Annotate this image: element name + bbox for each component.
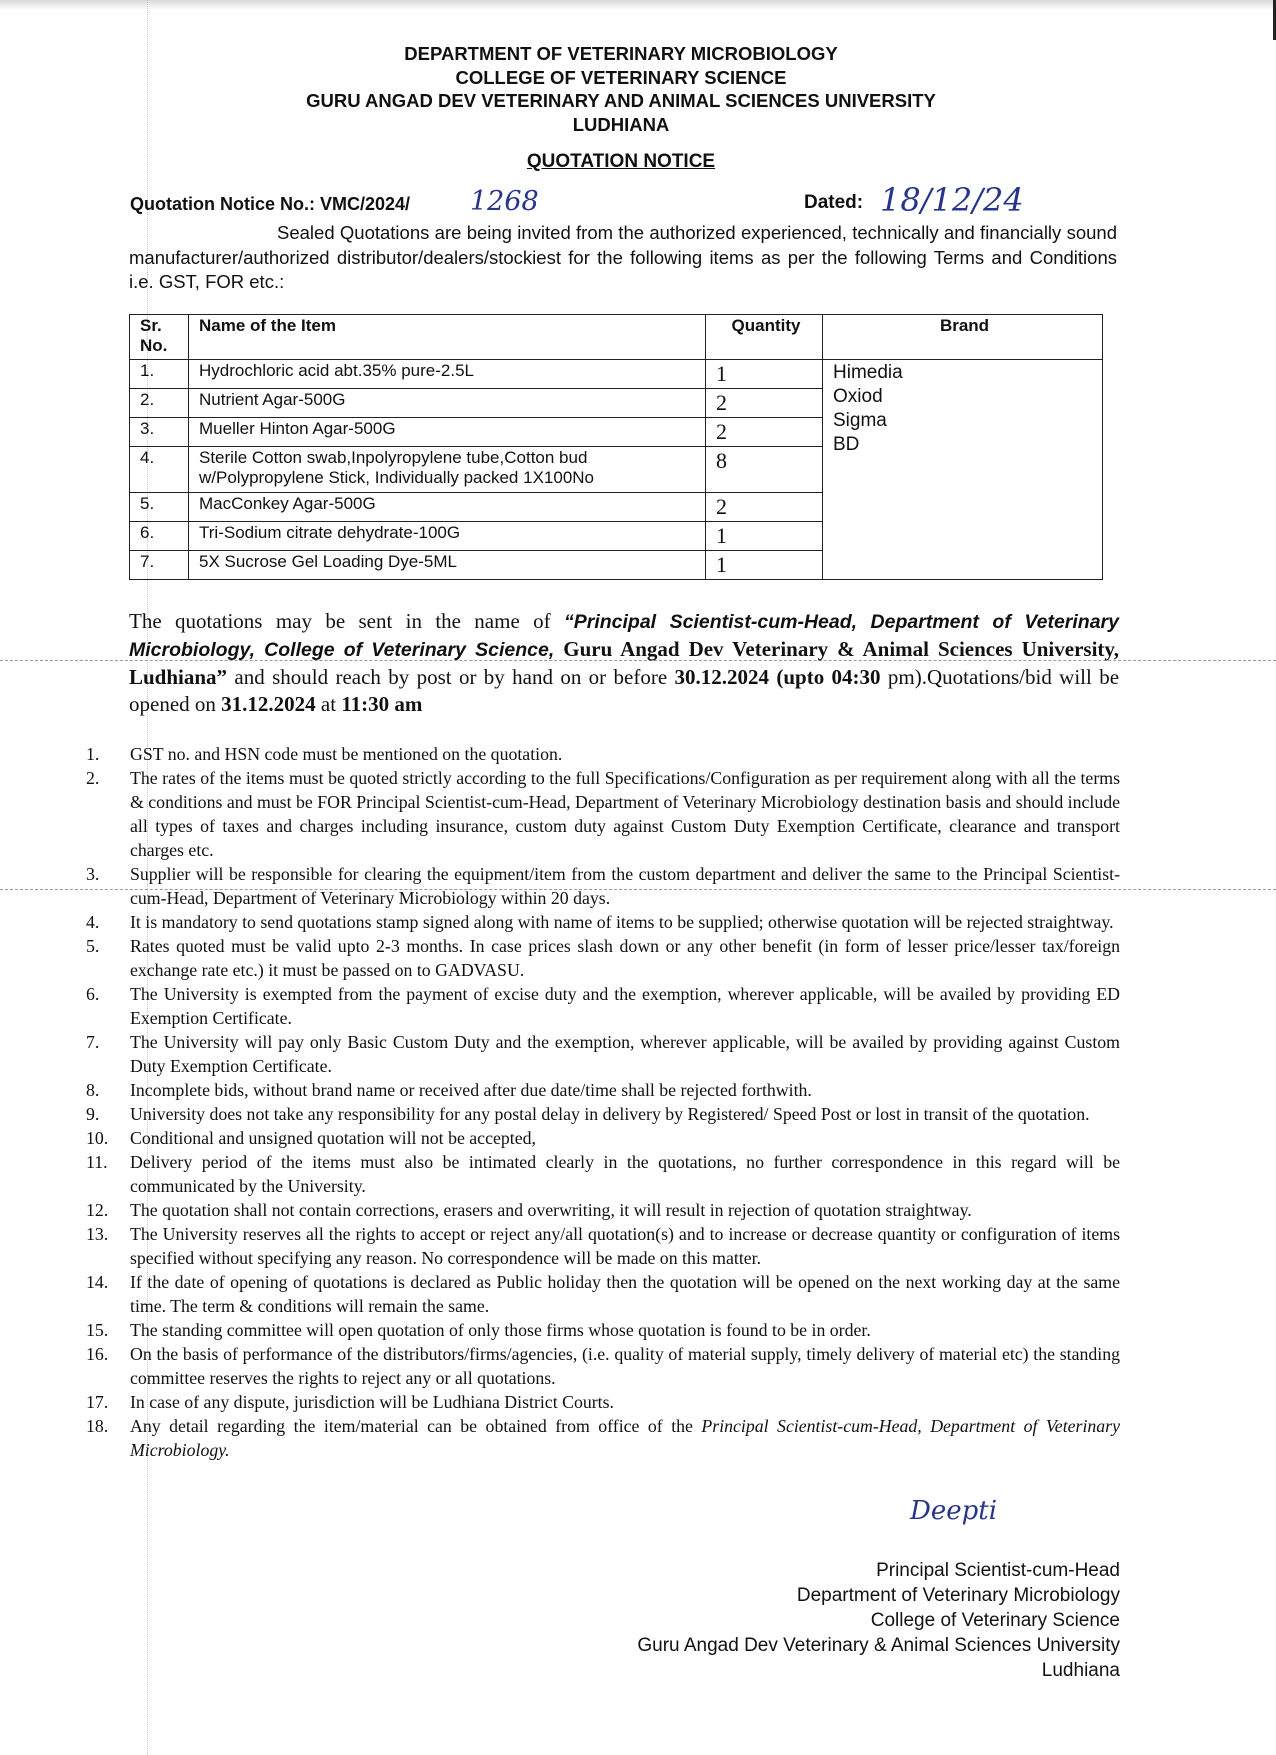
condition-text-plain: Any detail regarding the item/material can be obtained from office of the [130,1416,693,1436]
quantity-cell: 1 [706,522,823,551]
header-sr-no: Sr. No. [130,315,189,360]
condition-text: Incomplete bids, without brand name or received after due date/time shall be rejected forthwith. [130,1080,812,1100]
condition-item [86,1390,1120,1414]
condition-item [86,1342,1120,1390]
item-name-cell: Hydrochloric acid abt.35% pure-2.5L [189,360,706,389]
condition-number: 12. [86,1200,109,1220]
quantity-cell: 1 [706,360,823,389]
signatory-college: College of Veterinary Science [870,1610,1120,1631]
header-quantity: Quantity [706,315,823,360]
condition-text: It is mandatory to send quotations stamp signed along with name of items to be supplied; otherwise quotation will be rejected straightway. [130,912,1114,932]
header-college: COLLEGE OF VETERINARY SCIENCE [455,67,787,88]
condition-item [86,1318,1120,1342]
header-brand: Brand [823,315,1103,360]
header-department: DEPARTMENT OF VETERINARY MICROBIOLOGY [404,43,838,64]
notice-title-text: QUOTATION NOTICE [526,151,716,172]
dated-handwritten: 18/12/24 [880,181,1024,219]
sr-cell: 7. [130,551,189,580]
condition-text: The standing committee will open quotation of only those firms whose quotation is found to be in order. [130,1320,871,1340]
signatory-university: Guru Angad Dev Veterinary & Animal Sciences University [637,1635,1120,1656]
condition-number: 10. [86,1128,109,1148]
condition-number: 18. [86,1416,109,1436]
condition-item [86,934,1120,982]
submission-addressee-italic: “Principal Scientist-cum-Head, Department of Veterinary Microbiology, College of Veterinary Science, [129,611,1119,661]
condition-item [86,862,1120,910]
terms-conditions-list [86,742,1120,1462]
signatory-block [637,1558,1120,1683]
opening-date: 31.12.2024 [221,692,316,716]
quantity-cell: 8 [706,447,823,493]
condition-text-italic: Principal Scientist-cum-Head, Department of Veterinary Microbiology. [130,1416,1120,1460]
brand-name: Sigma [833,410,887,431]
signatory-department: Department of Veterinary Microbiology [796,1585,1120,1606]
items-table [129,314,1103,580]
opening-at: at [320,692,337,716]
condition-text: If the date of opening of quotations is declared as Public holiday then the quotation will be opened on the next working day at the same time. The term & conditions will remain the same. [130,1272,1120,1316]
condition-text: University does not take any responsibility for any postal delay in delivery by Registered/ Speed Post or lost in transit of the quotation. [130,1104,1090,1124]
brand-name: Himedia [833,362,903,383]
condition-text: On the basis of performance of the distributors/firms/agencies, (i.e. quality of material supply, timely delivery of material etc) the standing committee reserves the rights to reject any or all quotations. [130,1344,1120,1388]
condition-item [86,1198,1120,1222]
dated-label: Dated: [804,192,864,213]
item-name-cell: Mueller Hinton Agar-500G [189,418,706,447]
condition-number: 2. [86,768,100,788]
condition-number: 4. [86,912,100,932]
condition-number: 3. [86,864,100,884]
table-row [130,360,1103,389]
condition-item [86,1222,1120,1270]
condition-item [86,1270,1120,1318]
sr-cell: 1. [130,360,189,389]
opening-time: 11:30 am [341,692,423,716]
condition-item [86,910,1120,934]
condition-item [86,1150,1120,1198]
submission-deadline: 30.12.2024 (upto 04:30 [674,665,881,689]
condition-number: 9. [86,1104,100,1124]
item-name-cell: 5X Sucrose Gel Loading Dye-5ML [189,551,706,580]
notice-number-handwritten: 1268 [470,186,539,217]
condition-text: In case of any dispute, jurisdiction will be Ludhiana District Courts. [130,1392,614,1412]
header-university: GURU ANGAD DEV VETERINARY AND ANIMAL SCIENCES UNIVERSITY [306,90,936,111]
intro-paragraph: Sealed Quotations are being invited from the authorized experienced, technically and financially sound manufacturer/authorized distributor/dealers/stockiest for the following items as per the following Terms and Conditions i.e. GST, FOR etc.: [129,222,1117,292]
submission-opening-text: pm).Quotations/bid will be opened on [129,665,1120,716]
condition-number: 6. [86,984,100,1004]
submission-paragraph [129,608,1119,718]
condition-number: 7. [86,1032,100,1052]
item-name-cell: MacConkey Agar-500G [189,493,706,522]
condition-text: GST no. and HSN code must be mentioned on the quotation. [130,744,563,764]
table-header-row [130,315,1103,360]
sr-cell: 6. [130,522,189,551]
condition-text: The University is exempted from the payment of excise duty and the exemption, wherever applicable, will be availed by providing ED Exemption Certificate. [130,984,1120,1028]
condition-text: The quotation shall not contain corrections, erasers and overwriting, it will result in rejection of quotation straightway. [130,1200,972,1220]
condition-text: Supplier will be responsible for clearing the equipment/item from the custom department and deliver the same to the Principal Scientist-cum-Head, Department of Veterinary Microbiology within 20 days. [130,864,1120,908]
condition-number: 5. [86,936,100,956]
brand-name: Oxiod [833,386,883,407]
quantity-cell: 2 [706,389,823,418]
condition-item [86,766,1120,862]
condition-number: 1. [86,744,100,764]
condition-item [86,1126,1120,1150]
condition-item [86,1414,1120,1462]
condition-number: 14. [86,1272,109,1292]
condition-item [86,1078,1120,1102]
header-item-name: Name of the Item [189,315,706,360]
sr-cell: 5. [130,493,189,522]
submission-mid: and should reach by post or by hand on or before [234,665,668,689]
quantity-cell: 2 [706,418,823,447]
condition-number: 15. [86,1320,109,1340]
item-name-cell: Nutrient Agar-500G [189,389,706,418]
condition-text: Conditional and unsigned quotation will not be accepted, [130,1128,536,1148]
sr-cell: 3. [130,418,189,447]
condition-number: 13. [86,1224,109,1244]
handwritten-signature: Deepti [910,1496,998,1526]
scan-top-shadow [0,0,1276,10]
sr-cell: 4. [130,447,189,493]
condition-number: 8. [86,1080,100,1100]
condition-item [86,1102,1120,1126]
quantity-cell: 1 [706,551,823,580]
condition-text: The University will pay only Basic Custom Duty and the exemption, wherever applicable, will be availed by providing against Custom Duty Exemption Certificate. [130,1032,1120,1076]
submission-lead: The quotations may be sent in the name of [129,609,551,633]
condition-item [86,982,1120,1030]
brand-name: BD [833,434,860,455]
condition-number: 17. [86,1392,109,1412]
item-name-cell: Sterile Cotton swab,Inpolyropylene tube,Cotton bud w/Polypropylene Stick, Individually packed 1X100No [189,447,706,493]
condition-text [130,1414,1120,1462]
condition-text: Rates quoted must be valid upto 2-3 months. In case prices slash down or any other benefit (in form of lesser price/lesser tax/foreign exchange rate etc.) it must be passed on to GADVASU. [130,936,1120,980]
sr-cell: 2. [130,389,189,418]
signatory-title: Principal Scientist-cum-Head [876,1560,1120,1581]
condition-text: Delivery period of the items must also be intimated clearly in the quotations, no further correspondence in this regard will be communicated by the University. [130,1152,1120,1196]
condition-item [86,742,1120,766]
quantity-cell: 2 [706,493,823,522]
condition-number: 16. [86,1344,109,1364]
brand-cell [823,360,1103,580]
signatory-city: Ludhiana [1041,1660,1120,1681]
condition-number: 11. [86,1152,108,1172]
header-city: LUDHIANA [572,114,670,135]
submission-addressee: Guru Angad Dev Veterinary & Animal Sciences University, Ludhiana” [129,637,1119,689]
condition-text: The rates of the items must be quoted strictly according to the full Specifications/Configuration as per requirement along with all the terms & conditions and must be FOR Principal Scientist-cum-Head, Department of Veterinary Microbiology destination basis and should include all types of taxes and charges including insurance, custom duty against Custom Duty Exemption Certificate, clearance and transport charges etc. [130,768,1120,860]
item-name-cell: Tri-Sodium citrate dehydrate-100G [189,522,706,551]
notice-title [0,151,1242,173]
notice-number-label: Quotation Notice No.: VMC/2024/ [130,194,411,214]
condition-text: The University reserves all the rights to accept or reject any/all quotation(s) and to increase or decrease quantity or configuration of items specified without specifying any reason. No correspondence will be made on this matter. [130,1224,1120,1268]
condition-item [86,1030,1120,1078]
